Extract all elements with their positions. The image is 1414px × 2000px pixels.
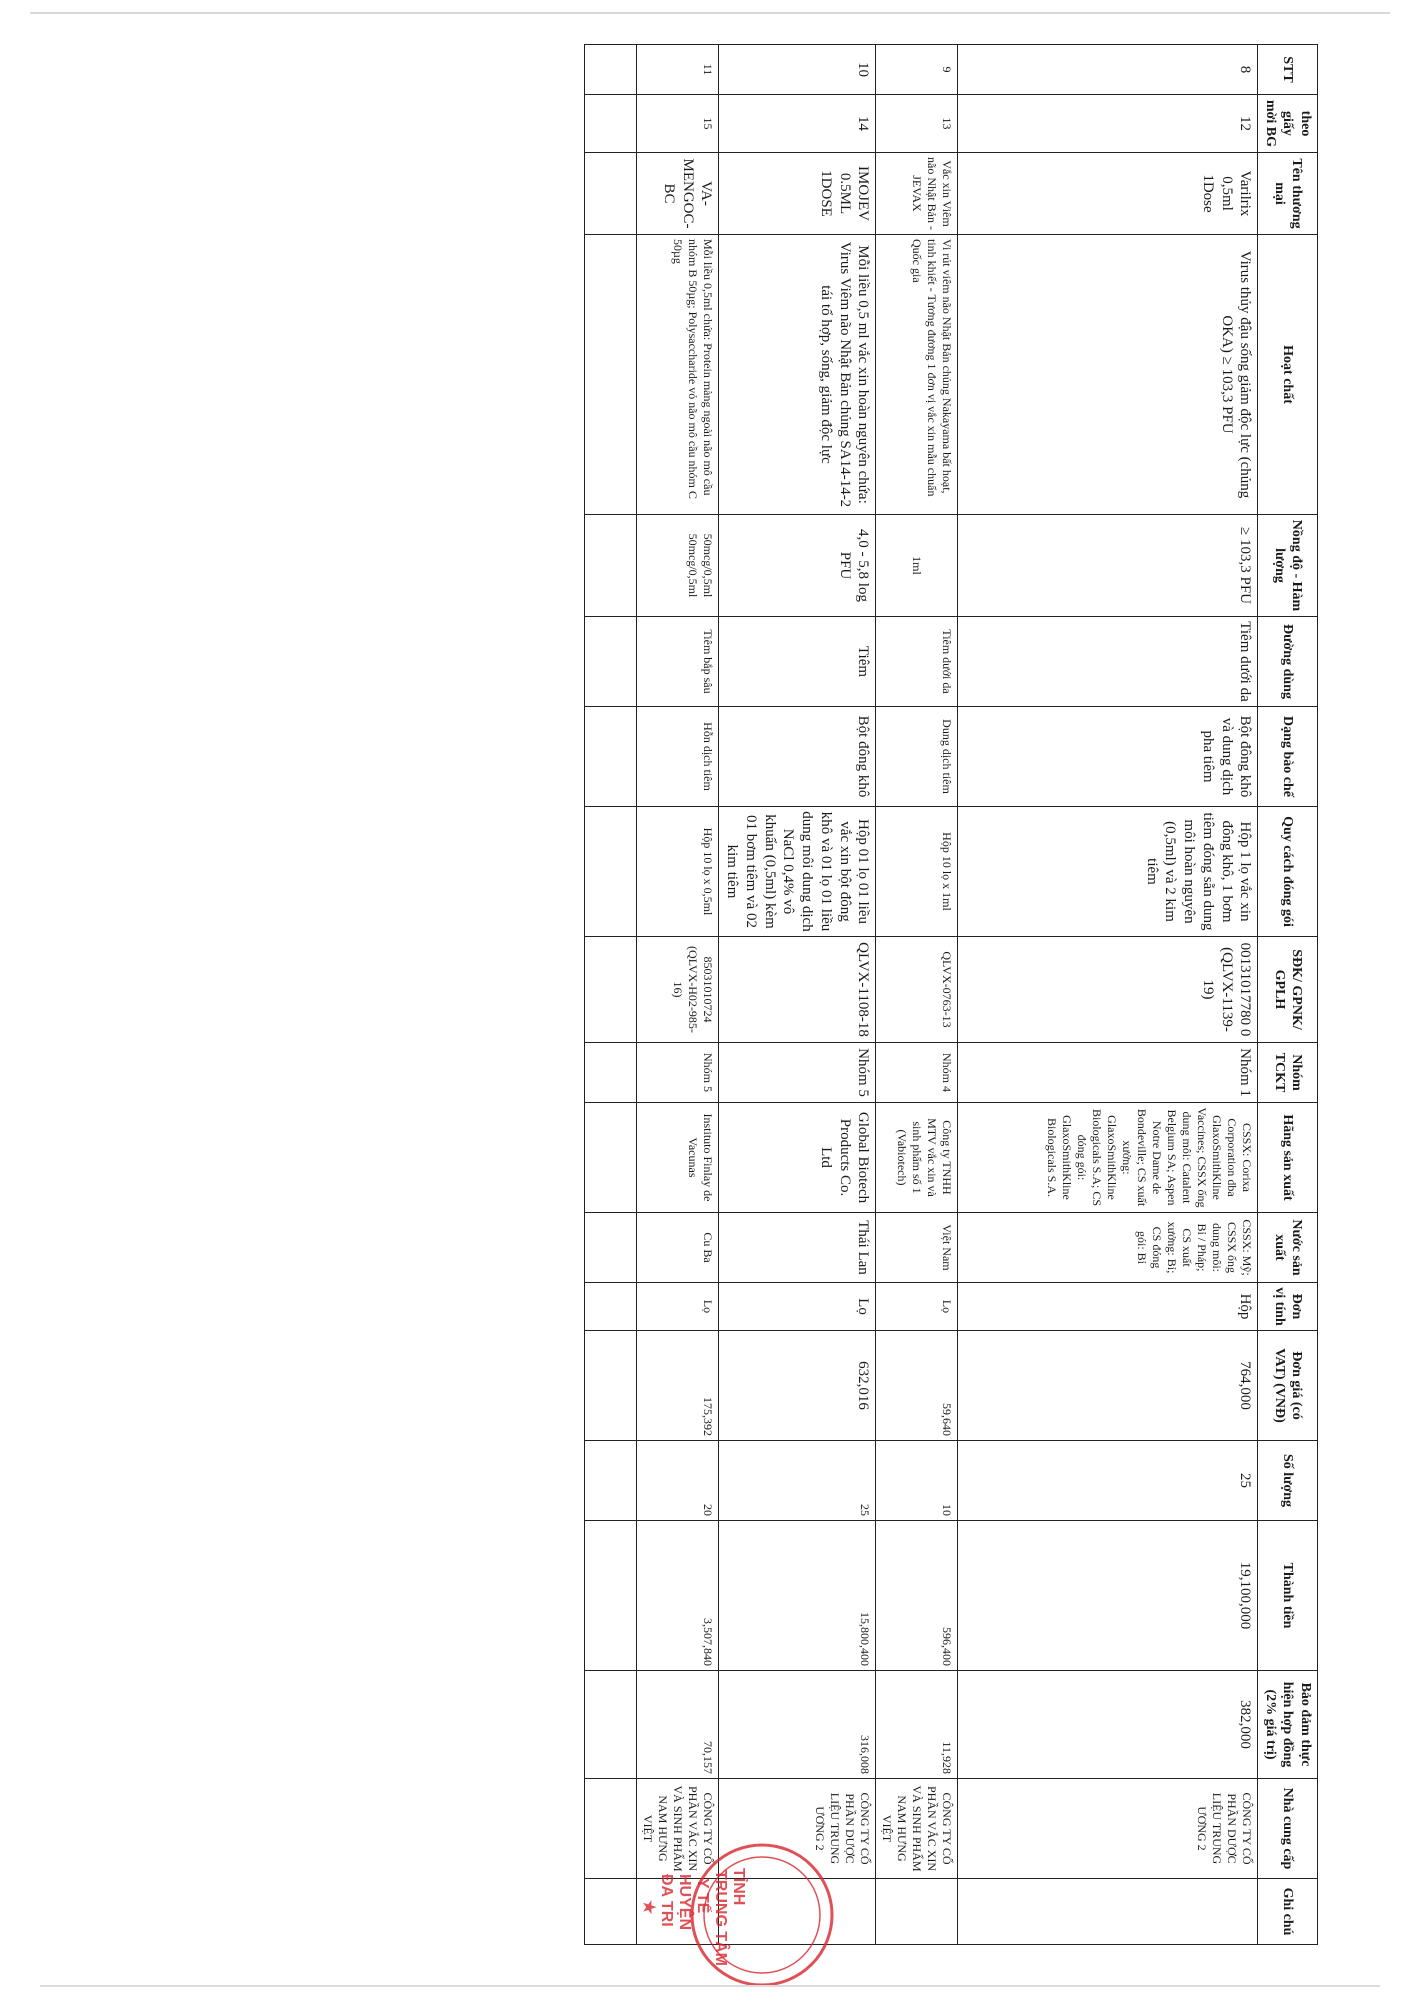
cell-quy-cach: Hộp 01 lọ 01 liều vắc xin bột đông khô và 01 lọ 01 liều dung môi dung dịch NaCl 0,4% vô khuẩn (0,5ml) kèm 01 bơm tiêm và 02 kim tiêm xyxy=(719,807,876,937)
empty-cell xyxy=(585,153,637,235)
header-nong-do: Nồng độ - Hàm lượng xyxy=(1258,515,1318,617)
table-row xyxy=(719,45,876,1945)
cell-nha-cung-cap: CÔNG TY CỔ PHẦN VẮC XIN VÀ SINH PHẨM NAM HƯNG VIỆT xyxy=(876,1779,958,1879)
cell-duong-dung: Tiêm bắp sâu xyxy=(637,617,719,707)
cell-duong-dung: Tiêm xyxy=(719,617,876,707)
cell-bao-dam: 70,157 xyxy=(637,1671,719,1779)
cell-bao-dam: 11,928 xyxy=(876,1671,958,1779)
cell-nha-cung-cap: CÔNG TY CỔ PHẦN DƯỢC LIỆU TRUNG ƯƠNG 2 xyxy=(958,1779,1258,1879)
table-row xyxy=(958,45,1258,1945)
header-nha-cung-cap: Nhà cung cấp xyxy=(1258,1779,1318,1879)
header-quy-cach: Quy cách đóng gói xyxy=(1258,807,1318,937)
svg-text:TỈNH: TỈNH xyxy=(730,1868,747,1906)
cell-sdk: 00131017780 0 (QLVX-1139-19) xyxy=(958,937,1258,1043)
header-hoat-chat: Hoạt chất xyxy=(1258,235,1318,515)
cell-hoat-chat: Mỗi liều 0,5 ml vắc xin hoàn nguyên chứa: Virus Viêm não Nhật Bản chủng SA14-14-2 tái tổ hợp, sống, giảm độc lực xyxy=(719,235,876,515)
svg-text:★: ★ xyxy=(640,1900,657,1915)
cell-don-gia: 175,392 xyxy=(637,1331,719,1441)
cell-don-vi: Lọ xyxy=(637,1283,719,1331)
cell-stt: 10 xyxy=(719,45,876,95)
cell-nhom: Nhóm 1 xyxy=(958,1043,1258,1103)
cell-nong-do: 50mcg/0,5ml 50mcg/0,5ml xyxy=(637,515,719,617)
cell-thanh-tien: 19,100,000 xyxy=(958,1521,1258,1671)
empty-cell xyxy=(585,1879,637,1945)
cell-thanh-tien: 15,800,400 xyxy=(719,1521,876,1671)
cell-nhom: Nhóm 5 xyxy=(637,1043,719,1103)
cell-nhom: Nhóm 4 xyxy=(876,1043,958,1103)
cell-quy-cach: Hộp 10 lọ x 1ml xyxy=(876,807,958,937)
empty-cell xyxy=(585,1103,637,1213)
cell-hang-sx: Instituto Finlay de Vacunas xyxy=(637,1103,719,1213)
empty-cell xyxy=(585,95,637,153)
cell-hoat-chat: Virus thủy đậu sống giảm độc lực (chủng OKA) ≥ 103,3 PFU xyxy=(958,235,1258,515)
empty-cell xyxy=(585,1671,637,1779)
cell-sdk: QLVX-0763-13 xyxy=(876,937,958,1043)
svg-text:HUYỆN: HUYỆN xyxy=(676,1874,693,1931)
cell-theo-giay: 14 xyxy=(719,95,876,153)
red-seal-stamp xyxy=(642,1840,792,1990)
cell-nuoc-sx: Việt Nam xyxy=(876,1213,958,1283)
empty-cell xyxy=(585,1331,637,1441)
rotated-table-wrapper xyxy=(438,44,1318,1944)
cell-nong-do: 4,0 - 5,8 log PFU xyxy=(719,515,876,617)
cell-don-gia: 632,016 xyxy=(719,1331,876,1441)
empty-cell xyxy=(585,617,637,707)
svg-text:TRUNG TÂM: TRUNG TÂM xyxy=(712,1870,729,1966)
cell-nhom: Nhóm 5 xyxy=(719,1043,876,1103)
empty-cell xyxy=(585,1213,637,1283)
cell-nuoc-sx: Thái Lan xyxy=(719,1213,876,1283)
empty-cell xyxy=(585,1521,637,1671)
cell-sdk: QLVX-1108-18 xyxy=(719,937,876,1043)
empty-cell xyxy=(585,1283,637,1331)
header-nhom: Nhóm TCKT xyxy=(1258,1043,1318,1103)
header-sdk: SĐK/ GPNK/ GPLH xyxy=(1258,937,1318,1043)
cell-hoat-chat: Vi rút viêm não Nhật Bản chủng Nakayama bất hoạt, tinh khiết - Tương đương 1 đơn vị vắc xin mẫu chuẩn Quốc gia xyxy=(876,235,958,515)
scan-edge-top xyxy=(30,12,1390,14)
cell-nha-cung-cap: CÔNG TY CỔ PHẦN VẮC XIN VÀ SINH PHẨM NAM HƯNG VIỆT xyxy=(637,1779,719,1879)
header-don-gia: Đơn giá (có VAT) (VNĐ) xyxy=(1258,1331,1318,1441)
cell-so-luong: 10 xyxy=(876,1441,958,1521)
empty-cell xyxy=(585,1779,637,1879)
svg-text:Y TẾ: Y TẾ xyxy=(694,1878,711,1914)
cell-stt: 8 xyxy=(958,45,1258,95)
header-duong-dung: Đường dùng xyxy=(1258,617,1318,707)
cell-ghi-chu xyxy=(876,1879,958,1945)
cell-quy-cach: Hộp 1 lọ vắc xin đông khô, 1 bơm tiêm đóng sẵn dung môi hoàn nguyên (0,5ml) và 2 kim tiêm xyxy=(958,807,1258,937)
cell-ten: VA-MENGOC-BC xyxy=(637,153,719,235)
cell-hang-sx: CSSX: Corixa Corporation dba GlaxoSmithKline Vaccines; CSSX ống dung môi: Catalent Belgium SA; Aspen Notre Dame de Bondeville; CS xuất xưởng: GlaxoSmithKline Biologicals S.A; CS đóng gói: GlaxoSmithKline Biologicals S.A. xyxy=(958,1103,1258,1213)
header-ten: Tên thương mại xyxy=(1258,153,1318,235)
empty-cell xyxy=(585,807,637,937)
cell-quy-cach: Hộp 10 lọ x 0,5ml xyxy=(637,807,719,937)
cell-nuoc-sx: Cu Ba xyxy=(637,1213,719,1283)
header-theo-giay: theo giấy mời BG xyxy=(1258,95,1318,153)
empty-cell xyxy=(585,45,637,95)
cell-nuoc-sx: CSSX: Mỹ; CSSX ống dung môi: Bỉ / Pháp; CS xuất xưởng: Bỉ; CS đóng gói: Bỉ xyxy=(958,1213,1258,1283)
cell-so-luong: 20 xyxy=(637,1441,719,1521)
empty-cell xyxy=(585,1043,637,1103)
header-stt: STT xyxy=(1258,45,1318,95)
cell-ten: IMOJEV 0.5ML 1DOSE xyxy=(719,153,876,235)
cell-bao-dam: 382,000 xyxy=(958,1671,1258,1779)
cell-duong-dung: Tiêm dưới da xyxy=(876,617,958,707)
cell-theo-giay: 12 xyxy=(958,95,1258,153)
header-bao-dam: Bảo đảm thực hiện hợp đồng (2% giá trị) xyxy=(1258,1671,1318,1779)
empty-cell xyxy=(585,1441,637,1521)
table-row xyxy=(876,45,958,1945)
cell-ten: Varilrix 0,5ml 1Dose xyxy=(958,153,1258,235)
table-header-row xyxy=(1258,45,1318,1945)
cell-ten: Vắc xin Viêm não Nhật Bản - JEVAX xyxy=(876,153,958,235)
header-don-vi: Đơn vị tính xyxy=(1258,1283,1318,1331)
cell-ghi-chu xyxy=(958,1879,1258,1945)
header-hang-sx: Hãng sản xuất xyxy=(1258,1103,1318,1213)
cell-dang-bao-che: Hỗn dịch tiêm xyxy=(637,707,719,807)
header-so-luong: Số lượng xyxy=(1258,1441,1318,1521)
empty-cell xyxy=(585,937,637,1043)
cell-duong-dung: Tiêm dưới da xyxy=(958,617,1258,707)
cell-so-luong: 25 xyxy=(719,1441,876,1521)
cell-nong-do: 1ml xyxy=(876,515,958,617)
cell-hoat-chat: Mỗi liều 0,5ml chứa: Protein màng ngoài não mô cầu nhóm B 50µg; Polysaccharide vỏ não mô cầu nhóm C 50µg xyxy=(637,235,719,515)
header-nuoc-sx: Nước sản xuất xyxy=(1258,1213,1318,1283)
cell-dang-bao-che: Bột đông khô và dung dịch pha tiêm xyxy=(958,707,1258,807)
svg-text:ĐA TRI: ĐA TRI xyxy=(658,1874,675,1927)
cell-dang-bao-che: Bột đông khô xyxy=(719,707,876,807)
table-row xyxy=(637,45,719,1945)
cell-hang-sx: Công ty TNHH MTV vắc xin và sinh phẩm số 1 (Vabiotech) xyxy=(876,1103,958,1213)
cell-don-vi: Hộp xyxy=(958,1283,1258,1331)
cell-nha-cung-cap: CÔNG TY CỔ PHẦN DƯỢC LIỆU TRUNG ƯƠNG 2 xyxy=(719,1779,876,1879)
cell-stt: 11 xyxy=(637,45,719,95)
empty-cell xyxy=(585,235,637,515)
cell-thanh-tien: 596,400 xyxy=(876,1521,958,1671)
cell-theo-giay: 13 xyxy=(876,95,958,153)
cell-nong-do: ≥ 103,3 PFU xyxy=(958,515,1258,617)
cell-stt: 9 xyxy=(876,45,958,95)
cell-don-vi: Lọ xyxy=(876,1283,958,1331)
cell-bao-dam: 316,008 xyxy=(719,1671,876,1779)
vaccine-price-table xyxy=(585,44,1319,1945)
cell-don-vi: Lọ xyxy=(719,1283,876,1331)
cell-thanh-tien: 3,507,840 xyxy=(637,1521,719,1671)
cell-sdk: 85031010724 (QLVX-H02-985-16) xyxy=(637,937,719,1043)
header-ghi-chu: Ghi chú xyxy=(1258,1879,1318,1945)
empty-cell xyxy=(585,707,637,807)
header-thanh-tien: Thành tiền xyxy=(1258,1521,1318,1671)
cell-don-gia: 59,640 xyxy=(876,1331,958,1441)
empty-cell xyxy=(585,515,637,617)
cell-theo-giay: 15 xyxy=(637,95,719,153)
cell-dang-bao-che: Dung dịch tiêm xyxy=(876,707,958,807)
scan-edge-bottom xyxy=(40,1985,1380,1987)
header-dang-bao-che: Dạng bào chế xyxy=(1258,707,1318,807)
cell-don-gia: 764,000 xyxy=(958,1331,1258,1441)
table-row-empty xyxy=(585,45,637,1945)
cell-hang-sx: Global Biotech Products Co. Ltd xyxy=(719,1103,876,1213)
cell-so-luong: 25 xyxy=(958,1441,1258,1521)
